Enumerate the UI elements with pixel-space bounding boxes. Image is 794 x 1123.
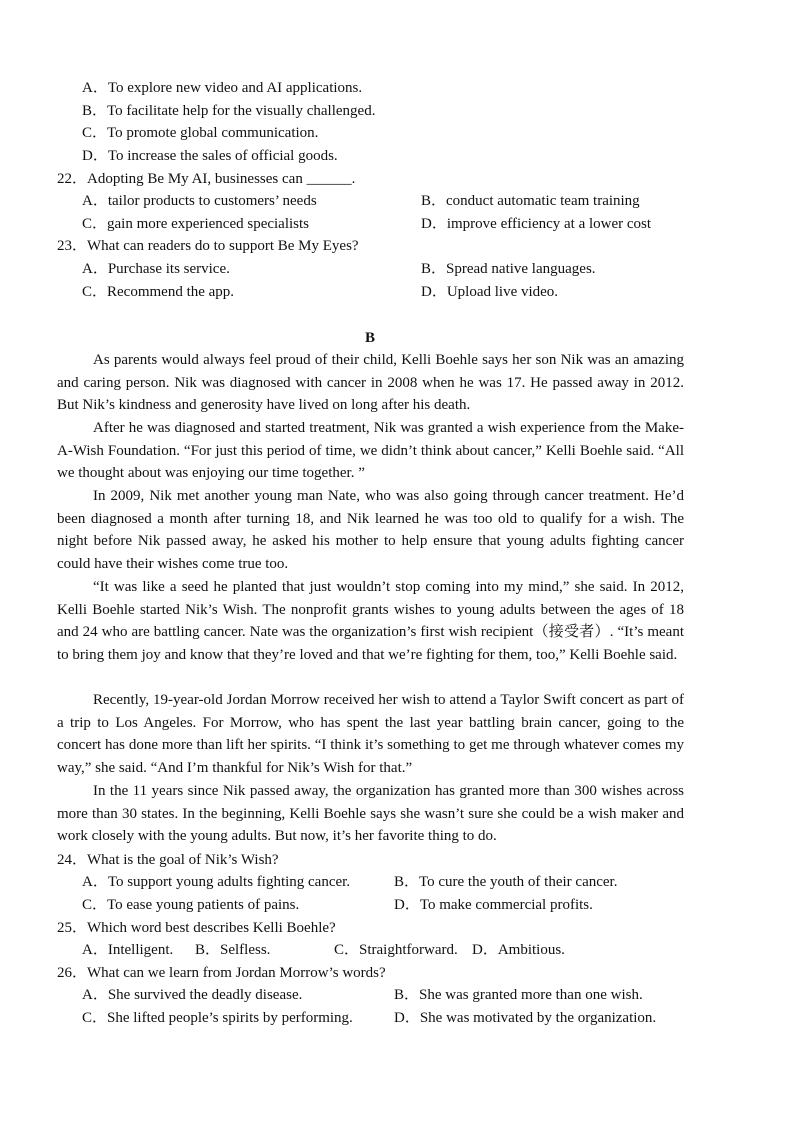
q26-stem: 26．What can we learn from Jordan Morrow’s words? (57, 965, 386, 981)
q22-option-a: A．tailor products to customers’ needs (82, 193, 317, 209)
q22-option-c: C．gain more experienced specialists (82, 216, 310, 232)
q25-option-a: A．Intelligent. (82, 942, 174, 958)
q21-option-a: A．To explore new video and AI applications. (82, 80, 363, 96)
q21-option-b: B．To facilitate help for the visually challenged. (82, 103, 376, 119)
passage-paragraph-1: As parents would always feel proud of their child, Kelli Boehle says her son Nik was an amazing and caring person. Nik was diagnosed with cancer in 2008 when he was 17. He passed away in 2012. But Nik’s kindness and generosity have lived on long after his death. (57, 352, 684, 414)
q22-stem: 22．Adopting Be My AI, businesses can ______. (57, 171, 356, 187)
q26-option-c: C．She lifted people’s spirits by performing. (82, 1010, 353, 1026)
q23-option-c: C．Recommend the app. (82, 284, 235, 300)
q23-option-a: A．Purchase its service. (82, 261, 230, 277)
q25-option-b: B．Selfless. (195, 942, 271, 958)
passage-paragraph-2: After he was diagnosed and started treatment, Nik was granted a wish experience from the Make-A-Wish Foundation. “For just this period of time, we didn’t think about cancer,” Kelli Boehle said. “All we thought about was enjoying our time together. ” (57, 420, 684, 482)
q24-option-b: B．To cure the youth of their cancer. (394, 874, 618, 890)
q24-option-c: C．To ease young patients of pains. (82, 897, 300, 913)
q21-option-d: D．To increase the sales of official goods. (82, 148, 338, 164)
q21-option-c: C．To promote global communication. (82, 125, 319, 141)
passage-paragraph-6: In the 11 years since Nik passed away, the organization has granted more than 300 wishes across more than 30 states. In the beginning, Kelli Boehle says she wasn’t sure she could be a wish maker and work closely with the young adults. But now, it’s her favorite thing to do. (57, 783, 684, 845)
q26-option-d: D．She was motivated by the organization. (394, 1010, 657, 1026)
q26-option-b: B．She was granted more than one wish. (394, 987, 643, 1003)
q24-option-a: A．To support young adults fighting cancer. (82, 874, 351, 890)
q22-option-b: B．conduct automatic team training (421, 193, 640, 209)
q22-option-d: D．improve efficiency at a lower cost (421, 216, 652, 232)
section-heading: B (364, 330, 375, 346)
q25-option-d: D．Ambitious. (472, 942, 565, 958)
q26-option-a: A．She survived the deadly disease. (82, 987, 303, 1003)
q23-option-b: B．Spread native languages. (421, 261, 596, 277)
q23-stem: 23．What can readers do to support Be My Eyes? (57, 238, 359, 254)
q24-option-d: D．To make commercial profits. (394, 897, 593, 913)
q25-option-c: C．Straightforward. (334, 942, 458, 958)
passage-paragraph-3: In 2009, Nik met another young man Nate, who was also going through cancer treatment. He’d been diagnosed a month after turning 18, and Nik learned he was too old to qualify for a wish. The night before Nik passed away, he asked his mother to help ensure that young adults fighting cancer could have their wishes come true too. (57, 488, 684, 572)
q24-stem: 24．What is the goal of Nik’s Wish? (57, 852, 279, 868)
passage-paragraph-5: Recently, 19-year-old Jordan Morrow received her wish to attend a Taylor Swift concert as part of a trip to Los Angeles. For Morrow, who has spent the last year battling brain cancer, going to the concert has done more than lift her spirits. “I think it’s something to get me through whatever comes my way,” she said. “And I’m thankful for Nik’s Wish for that.” (57, 692, 684, 776)
q23-option-d: D．Upload live video. (421, 284, 559, 300)
q25-stem: 25．Which word best describes Kelli Boehle? (57, 920, 336, 936)
passage-paragraph-4: “It was like a seed he planted that just wouldn’t stop coming into my mind,” she said. In 2012, Kelli Boehle started Nik’s Wish. The nonprofit grants wishes to young adults between the ages of 18 and 24 who are battling cancer. Nate was the organization’s first wish recipient（接受者）. “It’s meant to bring them joy and know that they’re loved and that we’re fighting for them, too,” Kelli Boehle said. (57, 579, 684, 663)
